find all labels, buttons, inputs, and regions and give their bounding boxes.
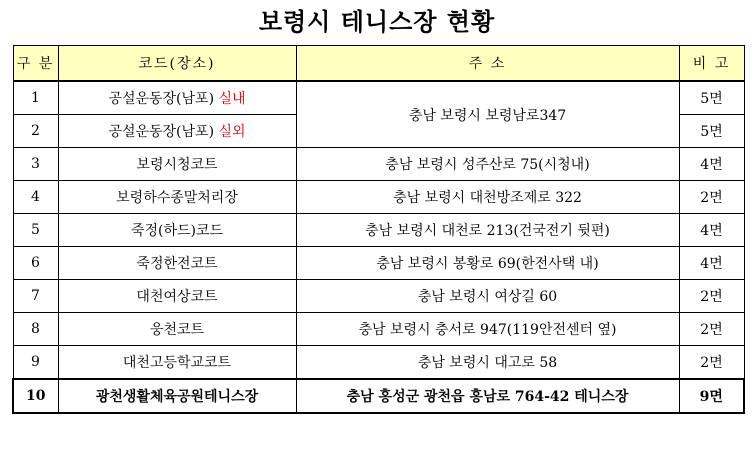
row-address: 충남 보령시 보령남로347 bbox=[296, 81, 679, 148]
row-number: 9 bbox=[13, 346, 58, 380]
row-note: 9면 bbox=[679, 379, 744, 413]
row-tag: 실내 bbox=[218, 91, 246, 107]
row-note: 5면 bbox=[679, 81, 744, 115]
row-number: 6 bbox=[13, 247, 58, 280]
row-address: 충남 홍성군 광천읍 홍남로 764-42 테니스장 bbox=[296, 379, 679, 413]
row-name: 보령하수종말처리장 bbox=[58, 181, 296, 214]
row-number: 8 bbox=[13, 313, 58, 346]
header-code: 코드(장소) bbox=[58, 46, 296, 82]
row-name bbox=[58, 115, 296, 148]
row-note: 4면 bbox=[679, 247, 744, 280]
table-row bbox=[13, 313, 744, 346]
row-number: 2 bbox=[13, 115, 58, 148]
header-row bbox=[13, 46, 744, 82]
row-number: 7 bbox=[13, 280, 58, 313]
header-address: 주 소 bbox=[296, 46, 679, 82]
row-name: 보령시청코트 bbox=[58, 148, 296, 181]
row-address: 충남 보령시 충서로 947(119안전센터 옆) bbox=[296, 313, 679, 346]
row-name: 광천생활체육공원테니스장 bbox=[58, 379, 296, 413]
row-address: 충남 보령시 대천로 213(건국전기 뒷편) bbox=[296, 214, 679, 247]
table-row bbox=[13, 280, 744, 313]
row-number: 4 bbox=[13, 181, 58, 214]
tennis-court-table bbox=[12, 45, 745, 414]
row-note: 2면 bbox=[679, 313, 744, 346]
row-note: 4면 bbox=[679, 148, 744, 181]
row-name: 대천여상코트 bbox=[58, 280, 296, 313]
row-address: 충남 보령시 대고로 58 bbox=[296, 346, 679, 380]
row-note: 2면 bbox=[679, 346, 744, 380]
row-address: 충남 보령시 봉황로 69(한전사택 내) bbox=[296, 247, 679, 280]
row-note: 4면 bbox=[679, 214, 744, 247]
row-name: 대천고등학교코트 bbox=[58, 346, 296, 380]
row-note: 2면 bbox=[679, 280, 744, 313]
row-address: 충남 보령시 대천방조제로 322 bbox=[296, 181, 679, 214]
table-row-highlighted bbox=[13, 379, 744, 413]
header-gubun: 구 분 bbox=[13, 46, 58, 82]
row-tag: 실외 bbox=[218, 124, 246, 140]
table-row bbox=[13, 81, 744, 115]
row-name: 죽정한전코트 bbox=[58, 247, 296, 280]
table-row bbox=[13, 346, 744, 380]
row-name bbox=[58, 81, 296, 115]
header-note: 비 고 bbox=[679, 46, 744, 82]
row-name: 죽정(하드)코드 bbox=[58, 214, 296, 247]
table-row bbox=[13, 181, 744, 214]
row-address: 충남 보령시 여상길 60 bbox=[296, 280, 679, 313]
table-row bbox=[13, 214, 744, 247]
row-note: 5면 bbox=[679, 115, 744, 148]
page-title: 보령시 테니스장 현황 bbox=[258, 7, 496, 36]
row-number: 3 bbox=[13, 148, 58, 181]
row-name-text: 공설운동장(남포) bbox=[108, 91, 215, 107]
row-note: 2면 bbox=[679, 181, 744, 214]
row-name-text: 공설운동장(남포) bbox=[108, 124, 215, 140]
table-row bbox=[13, 247, 744, 280]
row-number: 1 bbox=[13, 81, 58, 115]
row-address: 충남 보령시 성주산로 75(시청내) bbox=[296, 148, 679, 181]
row-name: 웅천코트 bbox=[58, 313, 296, 346]
table-row bbox=[13, 148, 744, 181]
row-number: 10 bbox=[13, 379, 58, 413]
row-number: 5 bbox=[13, 214, 58, 247]
